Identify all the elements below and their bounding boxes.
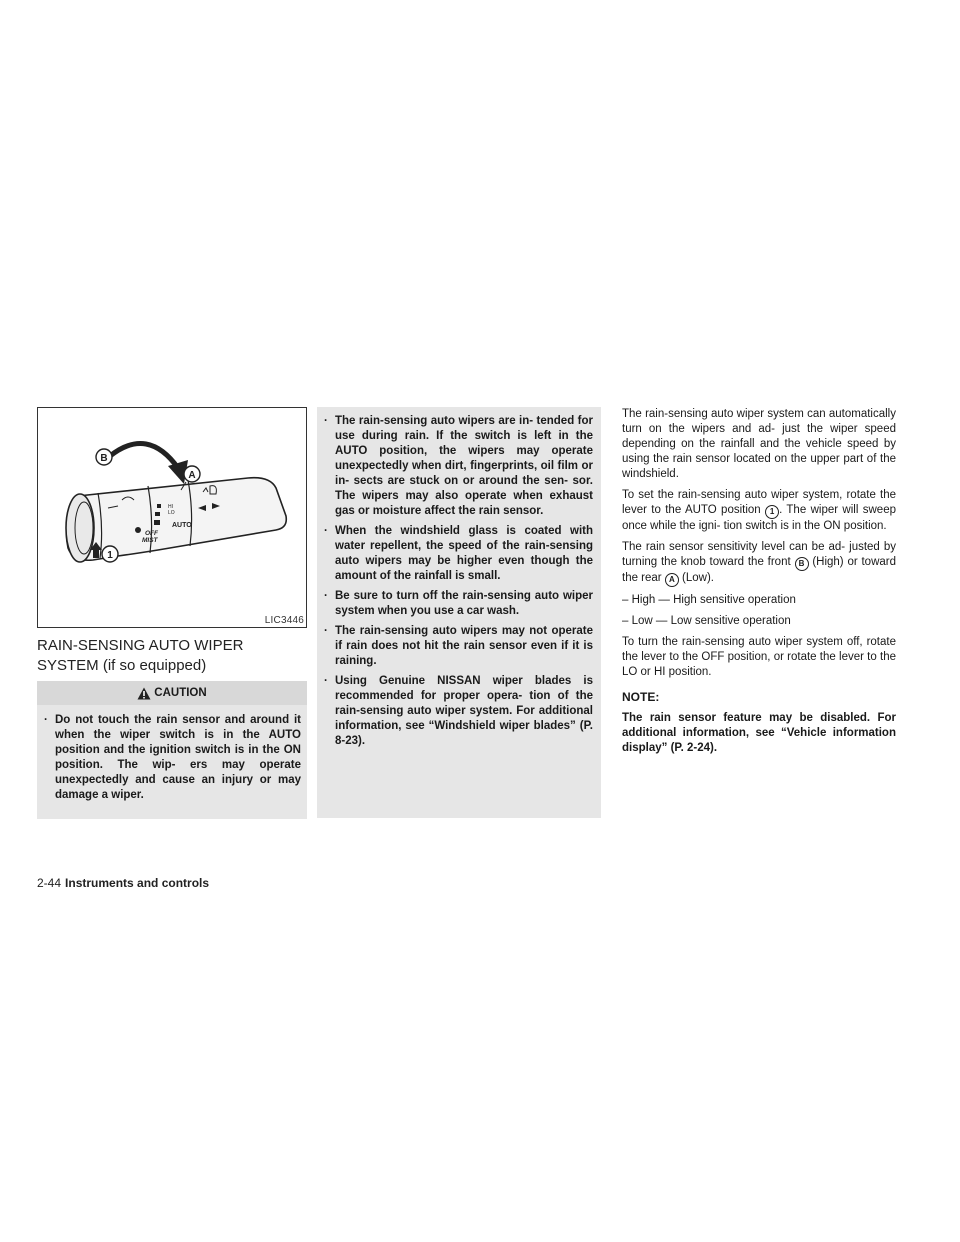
- dash-item-low: – Low — Low sensitive operation: [622, 615, 791, 627]
- caution-box: [37, 681, 307, 819]
- circled-b: B: [795, 557, 809, 571]
- caution-bullet: · Using Genuine NISSAN wiper blades is recommended for proper opera- tion of the rain-sensing auto wiper system. For additional information, see “Windshield wiper blades” (P. 8-23).: [323, 674, 593, 749]
- off-label: OFF: [145, 530, 158, 537]
- page-footer: [37, 876, 209, 890]
- caution-box-continued: [317, 407, 601, 818]
- heading-line-1: RAIN-SENSING AUTO WIPER: [37, 637, 244, 654]
- caution-bullet: · The rain-sensing auto wipers may not operate if rain does not hit the rain sensor even if it is raining.: [323, 624, 593, 669]
- caution-bullet: · The rain-sensing auto wipers are in- tended for use during rain. If the switch is left in the AUTO position, the wipers may operate unexpectedly when dirt, fingerprints, oil film or in- sects are stuck on or around the sen- sor. The wipers may also operate when exhaust gas or moisture affect the rain sensor.: [323, 414, 593, 519]
- page-number: 2-44: [37, 876, 62, 890]
- mist-label: MIST: [142, 537, 158, 544]
- caution-header: [37, 681, 307, 705]
- dash-item-high: – High — High sensitive operation: [622, 594, 796, 606]
- callout-b: B: [100, 453, 108, 464]
- paragraph-sensitivity: The rain sensor sensitivity level can be ad- justed by turning the knob toward the front B (High) or toward the rear A (Low).: [622, 540, 896, 587]
- wiper-lever-figure: [37, 407, 307, 628]
- svg-text:LO: LO: [168, 510, 175, 516]
- svg-text:HI: HI: [168, 504, 173, 510]
- body-text-column: [622, 407, 896, 762]
- circled-a: A: [665, 573, 679, 587]
- circled-1: 1: [765, 505, 779, 519]
- caution-bullet: · When the windshield glass is coated with water repellent, the speed of the rain-sensing auto wipers may be higher even though the amount of the rainfall is small.: [323, 524, 593, 584]
- paragraph-intro: The rain-sensing auto wiper system can automatically turn on the wipers and ad- just the wiper speed depending on the rainfall and the vehicle speed by using the rain sensor located on the upper part of the windshield.: [622, 408, 896, 480]
- note-body: The rain sensor feature may be disabled. For additional information, see “Vehicle information display” (P. 2-24).: [622, 712, 896, 754]
- caution-bullet: · Be sure to turn off the rain-sensing auto wiper system when you use a car wash.: [323, 589, 593, 619]
- section-name: Instruments and controls: [65, 876, 210, 890]
- callout-a: A: [188, 470, 196, 481]
- caution-bullet: · Do not touch the rain sensor and around it when the wiper switch is in the AUTO position and the ignition switch is in the ON position. The wip- ers may operate unexpectedly and cause an injury or may damage a wiper.: [43, 713, 301, 803]
- caution-list-right: [323, 414, 593, 754]
- section-heading: [37, 636, 307, 676]
- auto-label: AUTO: [172, 522, 192, 529]
- wiper-lever-illustration: [38, 408, 306, 627]
- caution-title: CAUTION: [154, 687, 207, 699]
- paragraph-set-auto: To set the rain-sensing auto wiper system, rotate the lever to the AUTO position 1 . The wiper will sweep once while the igni- tion switch is in the ON position.: [622, 489, 896, 532]
- paragraph-turn-off: To turn the rain-sensing auto wiper system off, rotate the lever to the OFF position, or rotate the lever to the LO or HI position.: [622, 636, 896, 678]
- callout-1: 1: [107, 550, 113, 561]
- note-title: NOTE:: [622, 690, 660, 704]
- figure-code: LIC3446: [264, 615, 304, 626]
- caution-list-left: [43, 713, 301, 808]
- warning-icon: [137, 687, 151, 700]
- heading-line-2: SYSTEM (if so equipped): [37, 657, 207, 674]
